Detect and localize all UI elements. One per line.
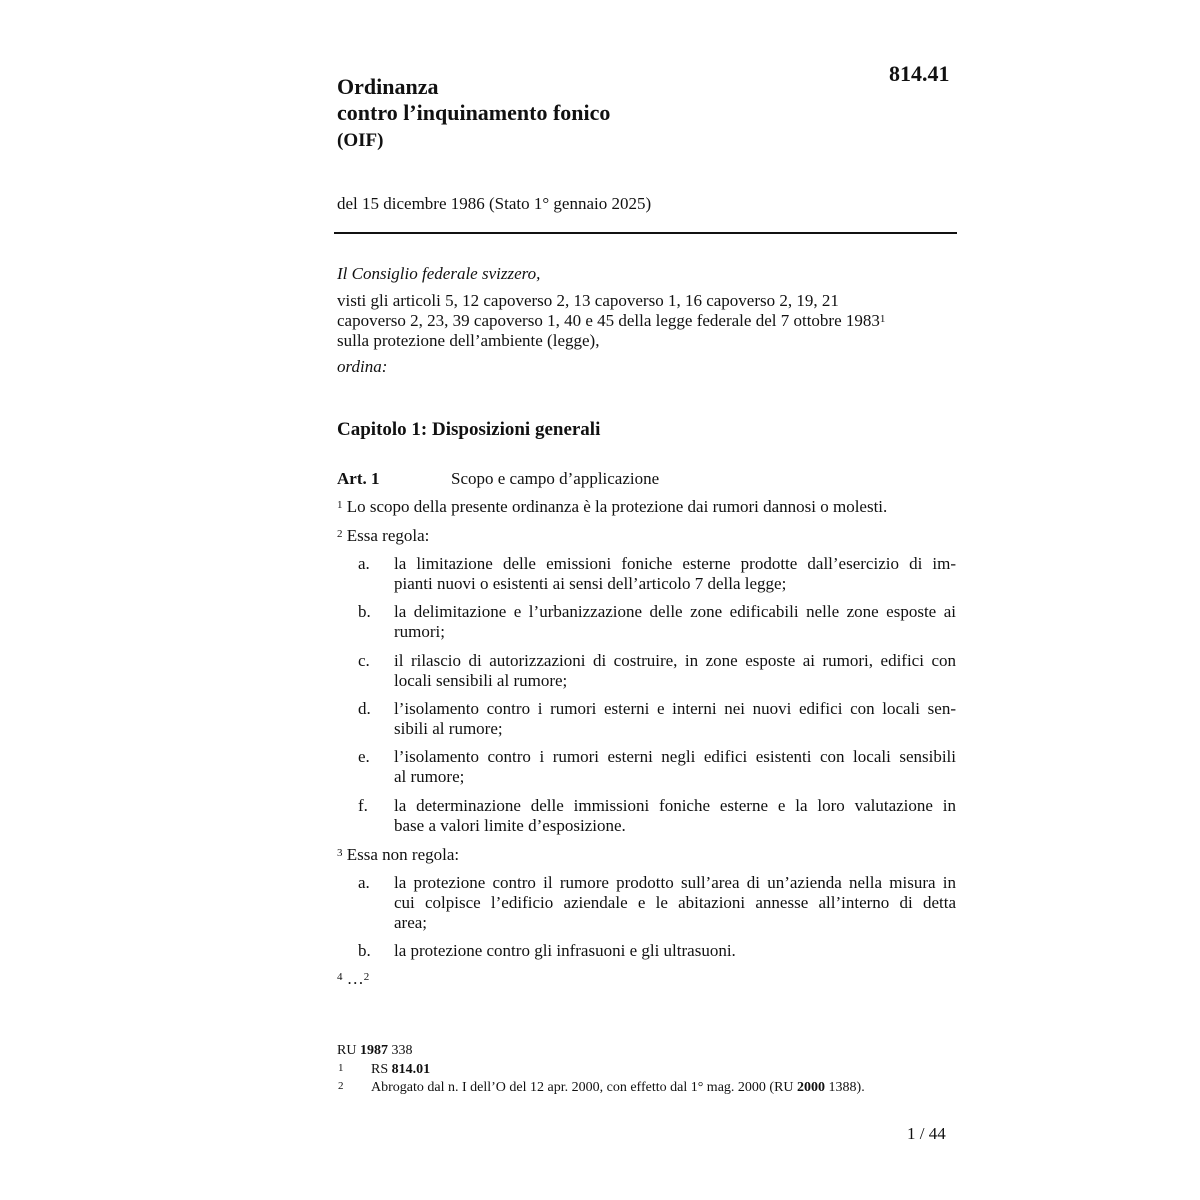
list-item-line: la protezione contro il rumore prodotto sull’area di un’azienda nella misura in <box>394 873 956 892</box>
preamble-enacts: ordina: <box>337 357 388 376</box>
list-item-letter: c. <box>358 651 370 670</box>
list-item-line: l’isolamento contro i rumori esterni negli edifici esistenti con locali sensibili <box>394 747 956 766</box>
list-item-line: la delimitazione e l’urbanizzazione delle zone edificabili nelle zone esposte ai <box>394 602 956 621</box>
list-item-line: base a valori limite d’esposizione. <box>394 816 626 835</box>
article-title: Scopo e campo d’applicazione <box>451 469 660 488</box>
list-item-letter: a. <box>358 554 370 573</box>
list-item-letter: f. <box>358 796 368 815</box>
list-item-letter: d. <box>358 699 371 718</box>
paragraph-number: 4 <box>337 971 343 983</box>
page-number: 1 / 44 <box>907 1124 946 1143</box>
footnote-1-text <box>371 1062 430 1078</box>
list-item-line: la limitazione delle emissioni foniche esterne prodotte dall’esercizio di im- <box>394 554 956 573</box>
footnote-ref-1[interactable]: 1 <box>879 313 886 325</box>
ru-reference <box>337 1043 412 1059</box>
footnote-1-number: 1 <box>338 1062 344 1074</box>
document-abbreviation: (OIF) <box>337 130 384 151</box>
list-item-line: la determinazione delle immissioni foniche esterne e la loro valutazione in <box>394 796 956 815</box>
preamble-line-3: sulla protezione dell’ambiente (legge), <box>337 331 600 350</box>
paragraph-3 <box>337 845 459 865</box>
paragraph-4 <box>337 969 369 989</box>
paragraph-1 <box>337 497 887 517</box>
footnote-2-text-b: 1388). <box>825 1080 865 1095</box>
preamble-line-1: visti gli articoli 5, 12 capoverso 2, 13 capoverso 1, 16 capoverso 2, 19, 21 <box>337 291 839 310</box>
paragraph-number: 3 <box>337 847 343 859</box>
preamble-authority: Il Consiglio federale svizzero, <box>337 264 541 283</box>
footnote-1-prefix: RS <box>371 1062 392 1077</box>
list-item-line: rumori; <box>394 622 445 641</box>
paragraph-2 <box>337 526 429 546</box>
list-item-letter: e. <box>358 747 370 766</box>
paragraph-number: 1 <box>337 499 343 511</box>
header-divider <box>334 232 957 234</box>
list-item-letter: a. <box>358 873 370 892</box>
list-item-line: il rilascio di autorizzazioni di costruire, in zone esposte ai rumori, edifici con <box>394 651 956 670</box>
preamble-line-2 <box>337 311 885 331</box>
footnote-1-ref: 814.01 <box>391 1062 431 1077</box>
sr-number: 814.41 <box>889 61 950 86</box>
footnote-2-number: 2 <box>338 1080 344 1092</box>
document-title <box>337 74 610 126</box>
chapter-heading: Capitolo 1: Disposizioni generali <box>337 419 601 440</box>
paragraph-text: Essa non regola: <box>346 845 460 864</box>
list-item-line: pianti nuovi o esistenti ai sensi dell’articolo 7 della legge; <box>394 574 787 593</box>
list-item-line: locali sensibili al rumore; <box>394 671 568 690</box>
article-number: Art. 1 <box>337 469 380 488</box>
document-date: del 15 dicembre 1986 (Stato 1° gennaio 2025) <box>337 194 652 213</box>
ru-page: 338 <box>387 1043 413 1058</box>
title-line-1: Ordinanza <box>337 74 439 99</box>
list-item-line: sibili al rumore; <box>394 719 503 738</box>
list-item-letter: b. <box>358 602 371 621</box>
list-item-line: l’isolamento contro i rumori esterni e interni nei nuovi edifici con locali sen- <box>394 699 956 718</box>
footnote-2-text <box>371 1080 865 1096</box>
footnote-ref-2[interactable]: 2 <box>363 971 370 983</box>
list-item-letter: b. <box>358 941 371 960</box>
list-item-line: al rumore; <box>394 767 465 786</box>
list-item-line: area; <box>394 913 428 932</box>
paragraph-text: Lo scopo della presente ordinanza è la protezione dai rumori dannosi o molesti. <box>346 497 888 516</box>
paragraph-number: 2 <box>337 528 343 540</box>
ru-prefix: RU <box>337 1043 360 1058</box>
list-item-line: cui colpisce l’edificio aziendale e le abitazioni annesse all’interno di detta <box>394 893 956 912</box>
title-line-2: contro l’inquinamento fonico <box>337 100 611 125</box>
paragraph-text: … <box>346 969 364 988</box>
paragraph-text: Essa regola: <box>346 526 430 545</box>
footnote-2-text-a: Abrogato dal n. I dell’O del 12 apr. 2000, con effetto dal 1° mag. 2000 (RU <box>371 1080 798 1095</box>
ru-year: 1987 <box>359 1043 388 1058</box>
list-item-line: la protezione contro gli infrasuoni e gli ultrasuoni. <box>394 941 736 960</box>
footnote-2-year: 2000 <box>797 1080 826 1095</box>
preamble-line-2-text: capoverso 2, 23, 39 capoverso 1, 40 e 45 della legge federale del 7 ottobre 1983 <box>337 311 880 330</box>
